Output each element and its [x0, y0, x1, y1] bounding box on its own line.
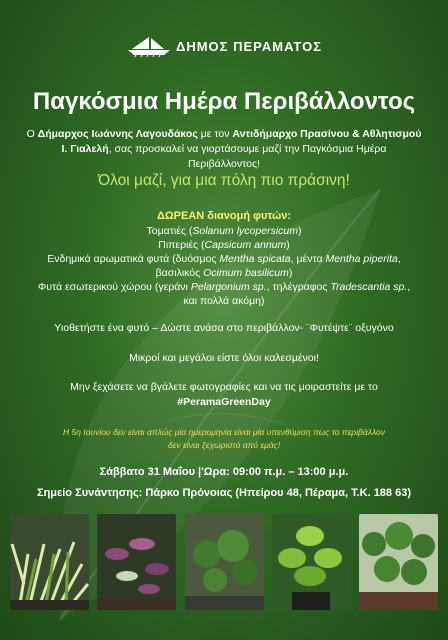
plant-photo-tomato-seedlings: [359, 514, 438, 610]
environment-note: [40, 426, 408, 452]
meeting-point: Σημείο Συνάντησης: Πάρκο Πρόνοιας (Ηπείρου 48, Πέραμα, Τ.Κ. 188 63): [36, 487, 412, 499]
free-distribution-title: ΔΩΡΕΑΝ διανομή φυτών:: [156, 210, 292, 222]
plant-item-herbs: Ενδημικά αρωματικά φυτά (δυόσμος Mentha spicata, μέντα Mentha piperita,: [47, 253, 401, 265]
plant-photo-basil: [272, 514, 351, 610]
environment-note-line-2: δεν είναι ξεχωριστό από εμάς!: [167, 440, 281, 450]
welcome-text: Μικροί και μεγάλοι είστε όλοι καλεσμένοι!: [129, 352, 319, 364]
plant-item-indoor-more: και πολλά ακόμη): [183, 295, 265, 307]
header: [0, 34, 448, 58]
plant-photo-spider-plant: [10, 514, 89, 610]
deputy-mayor-title: Αντιδήμαρχο Πρασίνου & Αθλητισμού: [232, 128, 422, 140]
plant-item-peppers: Πιπεριές (Capsicum annum): [158, 239, 290, 251]
intro-text-end: Περιβάλλοντος!: [188, 158, 260, 170]
slogan: Όλοι μαζί, για μια πόλη πιο πράσινη!: [98, 172, 350, 189]
intro-text-rest: , σας προσκαλεί να γιορτάσουμε μαζί την Παγκόσμια Ημέρα: [108, 143, 387, 155]
ship-icon: [126, 35, 172, 57]
adopt-slogan: Υιοθετήστε ένα φυτό – Δώστε ανάσα στο περιβάλλον- ¨Φυτέψτε¨ οξυγόνο: [54, 322, 394, 334]
environment-note-line-1: Η 5η Ιουνίου δεν είναι απλώς μία ημερομηνία είναι μία υπενθύμιση πως το περιβάλλον: [63, 427, 385, 437]
plant-photo-tradescantia: [97, 514, 176, 610]
mayor-name: Δήμαρχος Ιωάννης Λαγουδάκος: [37, 128, 198, 140]
municipality-name: ΔΗΜΟΣ ΠΕΡΑΜΑΤΟΣ: [176, 38, 322, 54]
intro-text-start: Ο: [26, 128, 38, 140]
plant-item-indoor: Φυτά εσωτερικού χώρου (γεράνι Pelargonium sp., τηλέγραφος Tradescantia sp.,: [37, 281, 411, 293]
plant-list: [10, 224, 438, 308]
deputy-mayor-name: Ι. Γιαλελή: [61, 143, 109, 155]
page-title: Παγκόσμια Ημέρα Περιβάλλοντος: [32, 88, 416, 115]
plant-photo-row: [10, 514, 438, 610]
plant-item-tomatoes: Τοματιές (Solanum lycopersicum): [146, 225, 302, 237]
intro-text: [16, 127, 432, 172]
plant-photo-geranium: [185, 514, 264, 610]
hashtag: #PeramaGreenDay: [177, 396, 271, 408]
intro-text-middle: με τον: [197, 128, 233, 140]
photos-reminder: Μην ξεχάσετε να βγάλετε φωτογραφίες και να τις μοιραστείτε με το: [70, 381, 378, 393]
plant-item-basil: βασιλικός Ocimum basilicum): [155, 267, 293, 279]
event-datetime: Σάββατο 31 Μαΐου |'Ωρα: 09:00 π.μ. – 13:00 μ.μ.: [99, 466, 349, 478]
